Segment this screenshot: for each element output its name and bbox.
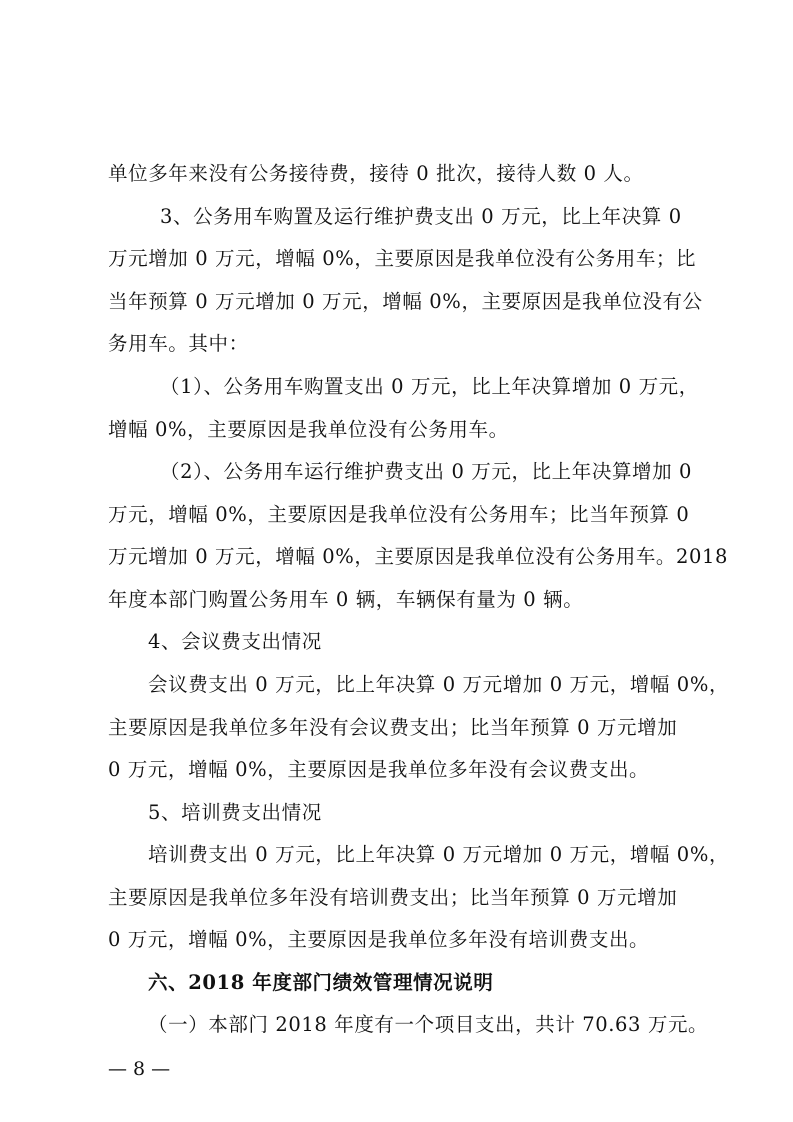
page-number: — 8 — xyxy=(108,1058,171,1080)
paragraph-line: （一）本部门 2018 年度有一个项目支出，共计 70.63 万元。 xyxy=(148,1013,709,1036)
paragraph-line: 年度本部门购置公务用车 0 辆，车辆保有量为 0 辆。 xyxy=(108,588,584,611)
paragraph-line: 务用车。其中： xyxy=(108,332,249,355)
section-heading: 六、2018 年度部门绩效管理情况说明 xyxy=(148,971,494,994)
paragraph-line: 当年预算 0 万元增加 0 万元，增幅 0%，主要原因是我单位没有公 xyxy=(108,290,703,313)
paragraph-line: （2）、公务用车运行维护费支出 0 万元，比上年决算增加 0 xyxy=(160,460,693,483)
paragraph-line: 万元增加 0 万元，增幅 0%，主要原因是我单位没有公务用车；比 xyxy=(108,247,697,270)
paragraph-line: 单位多年来没有公务接待费，接待 0 批次，接待人数 0 人。 xyxy=(108,162,644,185)
paragraph-line: 培训费支出 0 万元，比上年决算 0 万元增加 0 万元，增幅 0%， xyxy=(148,843,730,866)
section-subheading: 5、培训费支出情况 xyxy=(148,801,322,824)
paragraph-line: 增幅 0%，主要原因是我单位没有公务用车。 xyxy=(108,418,509,441)
paragraph-line: 万元增加 0 万元，增幅 0%，主要原因是我单位没有公务用车。2018 xyxy=(108,545,729,568)
section-subheading: 4、会议费支出情况 xyxy=(148,630,322,653)
paragraph-line: （1）、公务用车购置支出 0 万元，比上年决算增加 0 万元， xyxy=(160,375,699,398)
paragraph-line: 万元，增幅 0%，主要原因是我单位没有公务用车；比当年预算 0 xyxy=(108,503,690,526)
paragraph-line: 0 万元，增幅 0%，主要原因是我单位多年没有会议费支出。 xyxy=(108,758,650,781)
paragraph-line: 3、公务用车购置及运行维护费支出 0 万元，比上年决算 0 xyxy=(160,205,682,228)
paragraph-line: 会议费支出 0 万元，比上年决算 0 万元增加 0 万元，增幅 0%， xyxy=(148,673,730,696)
paragraph-line: 0 万元，增幅 0%，主要原因是我单位多年没有培训费支出。 xyxy=(108,928,650,951)
paragraph-line: 主要原因是我单位多年没有培训费支出；比当年预算 0 万元增加 xyxy=(108,886,678,909)
paragraph-line: 主要原因是我单位多年没有会议费支出；比当年预算 0 万元增加 xyxy=(108,716,678,739)
